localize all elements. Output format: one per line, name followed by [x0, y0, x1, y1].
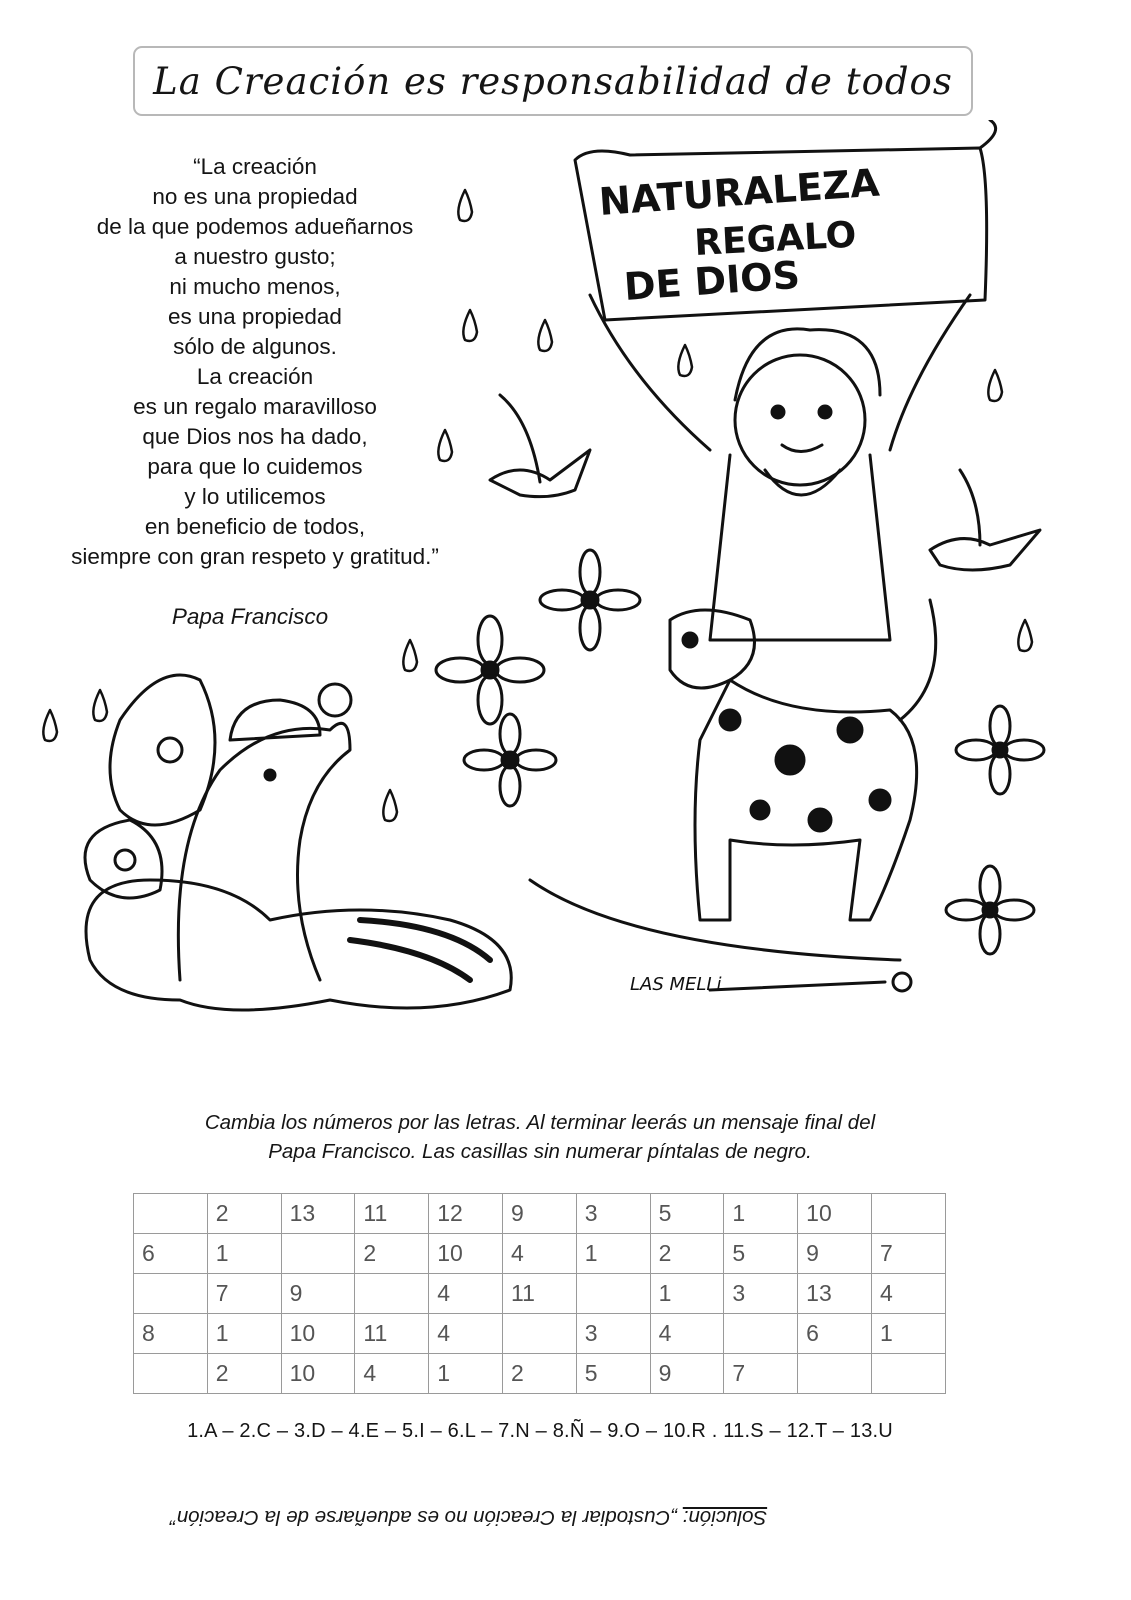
grid-cell[interactable]: 9 — [502, 1194, 576, 1234]
banner-line-1: NATURALEZA — [597, 160, 881, 224]
grid-cell[interactable]: 4 — [871, 1274, 945, 1314]
quote-line: que Dios nos ha dado, — [142, 424, 368, 449]
grid-row — [134, 1234, 946, 1274]
page-title: La Creación es responsabilidad de todos — [153, 59, 953, 103]
solution-label: Solución: — [682, 1506, 768, 1529]
grid-cell[interactable]: 5 — [576, 1354, 650, 1394]
grid-cell[interactable]: 2 — [650, 1234, 724, 1274]
grid-cell[interactable] — [871, 1194, 945, 1234]
banner-line-2: REGALO — [693, 214, 858, 264]
grid-cell[interactable] — [281, 1234, 355, 1274]
grid-cell[interactable]: 1 — [429, 1354, 503, 1394]
grid-cell[interactable] — [134, 1354, 208, 1394]
quote-line: “La creación — [193, 154, 317, 179]
grid-cell[interactable]: 3 — [576, 1314, 650, 1354]
flowers — [436, 550, 1044, 954]
grid-cell[interactable]: 6 — [134, 1234, 208, 1274]
quote-line: siempre con gran respeto y gratitud.” — [71, 544, 439, 569]
quote-line: ni mucho menos, — [169, 274, 341, 299]
child-body — [710, 455, 890, 640]
grid-cell[interactable] — [576, 1274, 650, 1314]
grid-cell[interactable]: 1 — [207, 1234, 281, 1274]
banner-line-3: DE DIOS — [622, 252, 802, 309]
dolphin — [178, 723, 350, 980]
grid-cell[interactable]: 1 — [576, 1234, 650, 1274]
quote-line: y lo utilicemos — [184, 484, 326, 509]
instructions-line-1: Cambia los números por las letras. Al terminar leerás un mensaje final del — [204, 1111, 876, 1134]
grid-cell[interactable]: 13 — [798, 1274, 872, 1314]
grid-cell[interactable] — [502, 1314, 576, 1354]
grid-cell[interactable]: 2 — [207, 1194, 281, 1234]
grid-cell[interactable] — [355, 1274, 429, 1314]
grid-row — [134, 1274, 946, 1314]
grid-row — [134, 1194, 946, 1234]
quote-line: a nuestro gusto; — [174, 244, 336, 269]
quote-author: Papa Francisco — [171, 604, 329, 629]
grid-cell[interactable]: 1 — [207, 1314, 281, 1354]
butterfly — [85, 675, 215, 898]
grid-cell[interactable]: 5 — [724, 1234, 798, 1274]
grid-cell[interactable]: 1 — [650, 1274, 724, 1314]
grid-cell[interactable] — [724, 1314, 798, 1354]
instructions — [120, 1108, 960, 1166]
quote-line: sólo de algunos. — [173, 334, 337, 359]
grid-cell[interactable]: 4 — [429, 1314, 503, 1354]
grid-cell[interactable]: 7 — [871, 1234, 945, 1274]
grid-row — [134, 1354, 946, 1394]
grid-cell[interactable]: 3 — [724, 1274, 798, 1314]
grid-cell[interactable]: 9 — [281, 1274, 355, 1314]
grid-cell[interactable]: 9 — [650, 1354, 724, 1394]
grid-cell[interactable]: 2 — [355, 1234, 429, 1274]
grid-cell[interactable]: 10 — [798, 1194, 872, 1234]
banner-text — [598, 160, 882, 309]
grid-cell[interactable]: 9 — [798, 1234, 872, 1274]
puzzle-grid — [133, 1193, 946, 1394]
grid-cell[interactable]: 4 — [429, 1274, 503, 1314]
grid-cell[interactable]: 4 — [650, 1314, 724, 1354]
grid-cell[interactable]: 11 — [355, 1314, 429, 1354]
coloring-illustration — [30, 120, 1100, 1030]
quote-line: es un regalo maravilloso — [133, 394, 377, 419]
quote-line: para que lo cuidemos — [147, 454, 363, 479]
grid-cell[interactable]: 12 — [429, 1194, 503, 1234]
bird — [490, 395, 590, 497]
grid-cell[interactable]: 3 — [576, 1194, 650, 1234]
letter-key: 1.A – 2.C – 3.D – 4.E – 5.I – 6.L – 7.N – 8.Ñ – 9.O – 10.R . 11.S – 12.T – 13.U — [187, 1420, 893, 1442]
grid-cell[interactable]: 7 — [207, 1274, 281, 1314]
quote-line: de la que podemos adueñarnos — [96, 214, 414, 239]
grid-row — [134, 1314, 946, 1354]
grid-cell[interactable]: 7 — [724, 1354, 798, 1394]
grid-cell[interactable]: 13 — [281, 1194, 355, 1234]
instructions-line-2: Papa Francisco. Las casillas sin numerar píntalas de negro. — [268, 1140, 812, 1163]
grid-cell[interactable]: 11 — [502, 1274, 576, 1314]
grid-cell[interactable]: 4 — [502, 1234, 576, 1274]
raindrops — [43, 190, 1032, 821]
grid-cell[interactable]: 11 — [355, 1194, 429, 1234]
quote-line: es una propiedad — [168, 304, 342, 329]
grid-cell[interactable]: 2 — [502, 1354, 576, 1394]
title-box — [133, 46, 973, 116]
grid-cell[interactable] — [798, 1354, 872, 1394]
quote-line: en beneficio de todos, — [144, 514, 366, 539]
child-head — [735, 355, 865, 485]
grid-cell[interactable] — [871, 1354, 945, 1394]
quote-line: no es una propiedad — [152, 184, 358, 209]
grid-cell[interactable]: 6 — [798, 1314, 872, 1354]
grid-cell[interactable]: 10 — [429, 1234, 503, 1274]
grid-cell[interactable] — [134, 1274, 208, 1314]
solution-message: „Custodiar la Creación no es adueñarse de la Creación” — [170, 1506, 683, 1529]
grid-cell[interactable]: 8 — [134, 1314, 208, 1354]
grid-cell[interactable]: 5 — [650, 1194, 724, 1234]
grid-cell[interactable] — [134, 1194, 208, 1234]
grid-cell[interactable]: 1 — [871, 1314, 945, 1354]
solution-text — [170, 1505, 970, 1529]
grid-cell[interactable]: 10 — [281, 1354, 355, 1394]
grid-cell[interactable]: 2 — [207, 1354, 281, 1394]
quote-line: La creación — [196, 364, 314, 389]
grid-cell[interactable]: 10 — [281, 1314, 355, 1354]
dog — [670, 600, 936, 920]
grid-cell[interactable]: 1 — [724, 1194, 798, 1234]
grid-cell[interactable]: 4 — [355, 1354, 429, 1394]
artist-signature: LAS MELLi — [630, 974, 722, 995]
bird — [930, 470, 1040, 570]
